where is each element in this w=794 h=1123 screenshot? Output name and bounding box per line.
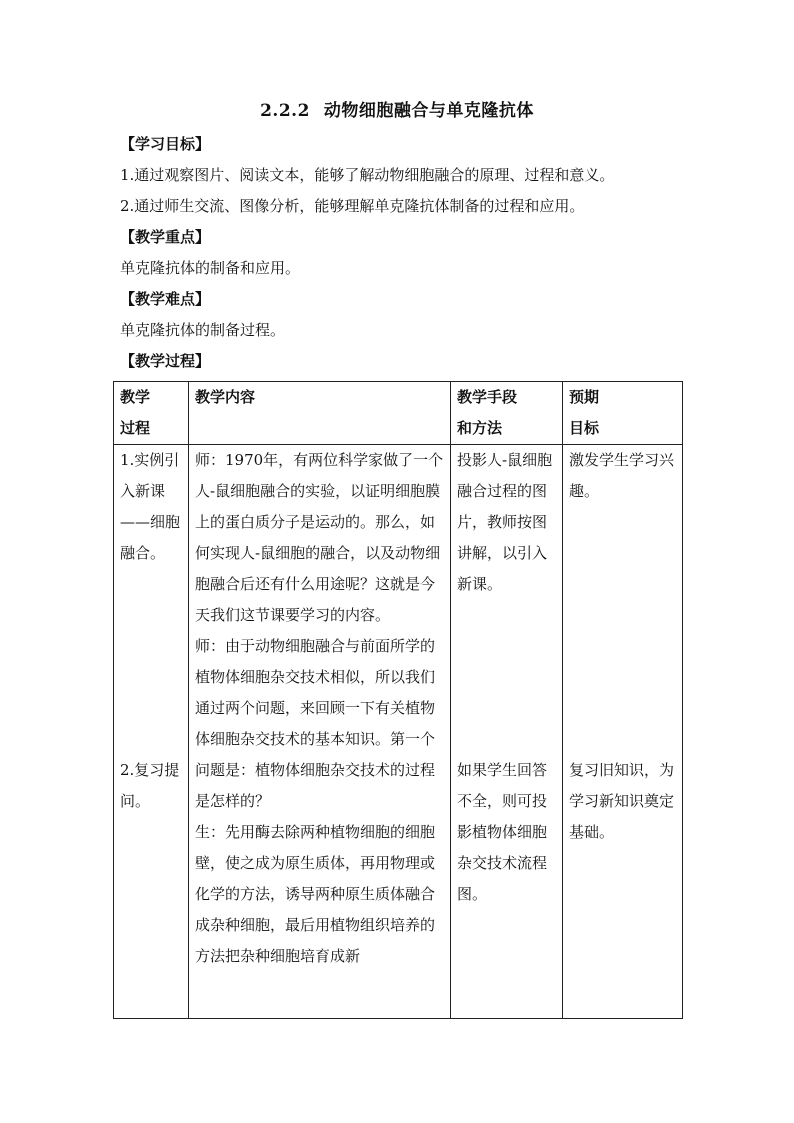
lesson-process-table bbox=[113, 381, 683, 1019]
header-goal-line1: 预期 bbox=[569, 388, 600, 406]
cell-method bbox=[451, 445, 563, 1019]
goal-2: 复习旧知识，为学习新知识奠定基础。 bbox=[569, 761, 675, 841]
difficulty-heading: 【教学难点】 bbox=[120, 290, 211, 308]
table-row bbox=[114, 445, 683, 1019]
cell-content bbox=[189, 445, 451, 1019]
key-points-text: 单克隆抗体的制备和应用。 bbox=[120, 259, 301, 277]
key-points-heading: 【教学重点】 bbox=[120, 228, 211, 246]
content-paragraph-2: 师：由于动物细胞融合与前面所学的植物体细胞杂交技术相似，所以我们通过两个问题，来回顾一下有关植物体细胞杂交技术的基本知识。第一个问题是：植物体细胞杂交技术的过程是怎样的？ bbox=[195, 637, 436, 810]
objective-1: 1.通过观察图片、阅读文本，能够了解动物细胞融合的原理、过程和意义。 bbox=[120, 166, 615, 184]
title-text: 动物细胞融合与单克隆抗体 bbox=[323, 101, 534, 121]
content-paragraph-1: 师：1970年，有两位科学家做了一个人-鼠细胞融合的实验，以证明细胞膜上的蛋白质分子是运动的。那么，如何实现人-鼠细胞的融合，以及动物细胞融合后还有什么用途呢？这就是今天我们这节课要学习的内容。 bbox=[195, 451, 444, 624]
goal-1: 激发学生学习兴趣。 bbox=[569, 451, 675, 500]
header-content bbox=[189, 382, 451, 445]
header-process-line1: 教学 bbox=[120, 388, 151, 406]
header-content-label: 教学内容 bbox=[195, 388, 256, 406]
table-header-row bbox=[114, 382, 683, 445]
title-number: 2.2.2 bbox=[260, 101, 310, 121]
header-goal bbox=[563, 382, 683, 445]
header-method-line1: 教学手段 bbox=[457, 388, 518, 406]
header-process bbox=[114, 382, 189, 445]
process-step-2: 2.复习提问。 bbox=[120, 761, 180, 810]
cell-goal bbox=[563, 445, 683, 1019]
method-1: 投影人-鼠细胞融合过程的图片，教师按图讲解，以引入新课。 bbox=[457, 451, 553, 593]
process-heading: 【教学过程】 bbox=[120, 352, 211, 370]
difficulty-text: 单克隆抗体的制备过程。 bbox=[120, 321, 286, 339]
objectives-heading: 【学习目标】 bbox=[120, 135, 211, 153]
objective-2: 2.通过师生交流、图像分析，能够理解单克隆抗体制备的过程和应用。 bbox=[120, 197, 585, 215]
header-process-line2: 过程 bbox=[120, 419, 151, 437]
header-method-line2: 和方法 bbox=[457, 419, 503, 437]
header-goal-line2: 目标 bbox=[569, 419, 600, 437]
content-paragraph-3: 生：先用酶去除两种植物细胞的细胞壁，使之成为原生质体，再用物理或化学的方法，诱导两种原生质体融合成杂种细胞，最后用植物组织培养的方法把杂种细胞培育成新 bbox=[195, 823, 436, 965]
document-title bbox=[0, 96, 794, 121]
cell-process bbox=[114, 445, 189, 1019]
process-step-1: 1.实例引入新课——细胞融合。 bbox=[120, 451, 181, 562]
method-2: 如果学生回答不全，则可投影植物体细胞杂交技术流程图。 bbox=[457, 761, 548, 903]
header-method bbox=[451, 382, 563, 445]
